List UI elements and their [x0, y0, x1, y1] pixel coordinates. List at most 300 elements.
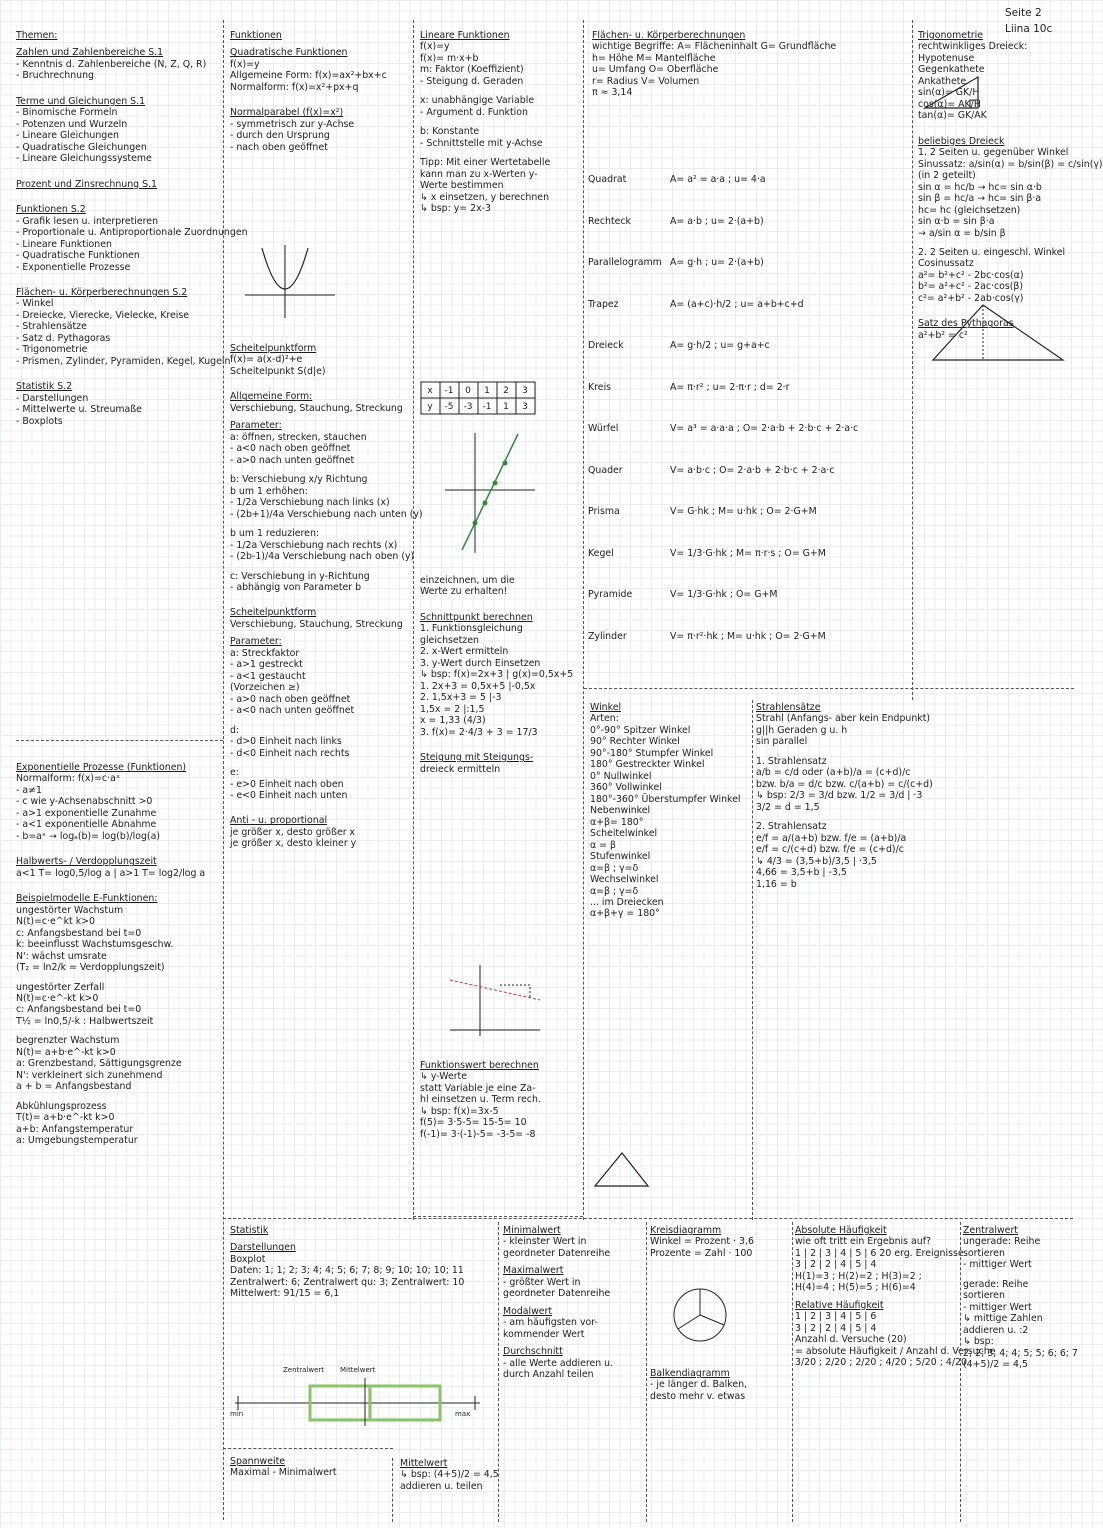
topic-heading: Funktionen S.2	[16, 204, 86, 216]
vertex-form-heading: Parameter:	[230, 636, 282, 648]
trig-line: Cosinussatz	[918, 258, 974, 270]
minmax-heading: Maximalwert	[503, 1265, 564, 1277]
shape-name: Parallelogramm	[588, 257, 662, 268]
trig-heading: Satz des Pythagoras	[918, 318, 1014, 330]
trig-line: → a/sin α = b/sin β	[918, 227, 1006, 239]
linear-line: kann man zu x-Werten y-	[420, 168, 538, 180]
intercept-line: 4,66 = 3,5+b | -3,5	[756, 867, 847, 879]
exponential-line: N': wächst umsrate	[16, 950, 107, 962]
topic-line: - Lineare Gleichungssysteme	[16, 153, 152, 165]
function-value-column	[420, 1060, 580, 1200]
vertex-form-heading: Scheitelpunktform	[230, 343, 317, 354]
spacer	[230, 93, 410, 101]
exponential-line: - b=aˣ → logₐ(b)= log(b)/log(a)	[16, 830, 161, 842]
spacer	[230, 377, 415, 385]
minmax-heading: Minimalwert	[503, 1225, 561, 1236]
exponential-line: a+b: Anfangstemperatur	[16, 1123, 134, 1135]
median-column	[963, 1225, 1078, 1525]
topic-line: - Lineare Gleichungen	[16, 130, 119, 142]
bar-line: desto mehr v. etwas	[650, 1390, 746, 1402]
table-cell-text: -3	[463, 402, 473, 412]
arbitrary-triangle-figure	[928, 300, 1068, 370]
exponential-line: a<1 T= log0,5/log a | a>1 T= log2/log a	[16, 867, 206, 879]
vertex-form-line: - (2b-1)/4a Verschiebung nach oben (y)	[230, 551, 415, 563]
trig-line: rechtwinkliges Dreieck:	[918, 41, 1028, 53]
statistics-line: Mittelwert: 91/15 = 6,1	[230, 1288, 340, 1300]
angle-line: α+β= 180°	[590, 816, 644, 828]
function-value-line: statt Variable je eine Za-	[420, 1082, 536, 1094]
table-cell-text: -1	[482, 402, 492, 412]
table-cell-text: 3	[522, 386, 528, 396]
pie-line: Winkel = Prozent · 3,6	[650, 1236, 754, 1248]
spacer	[756, 813, 906, 821]
linear-line: - Argument d. Funktion	[420, 106, 528, 118]
range-line: Maximal - Minimalwert	[230, 1467, 337, 1479]
trig-line: tan(α)= GK/AK	[918, 110, 987, 122]
exponential-line: c: Anfangsbestand bei t=0	[16, 1004, 142, 1016]
spacer	[16, 367, 216, 375]
minmax-line: durch Anzahl teilen	[503, 1369, 594, 1381]
exponential-line: a + b = Anfangsbestand	[16, 1081, 132, 1093]
exponential-line: N(t)=c·e^kt k>0	[16, 916, 95, 928]
spacer	[420, 598, 582, 606]
area-volume-line: u= Umfang O= Oberfläche	[592, 64, 719, 76]
angle-line: ... im Dreiecken	[590, 896, 664, 908]
topic-line: - Mittelwerte u. Streumaße	[16, 404, 142, 416]
exponential-line: begrenzter Wachstum	[16, 1035, 120, 1047]
area-volume-line: r= Radius V= Volumen	[592, 75, 700, 87]
vertex-form-line: - d>0 Einheit nach links	[230, 736, 342, 748]
intersection-heading: Steigung mit Steigungs-	[420, 752, 534, 764]
topic-line: - Trigonometrie	[16, 344, 88, 356]
exponential-line: ungestörter Zerfall	[16, 981, 105, 993]
trig-line: (in 2 geteilt)	[918, 170, 976, 182]
topic-line: - Quadratische Gleichungen	[16, 141, 147, 153]
linear-line: b: Konstante	[420, 126, 480, 138]
statistics-heading: Darstellungen	[230, 1242, 296, 1254]
shape-name: Quader	[588, 464, 623, 476]
angle-line: 90° Rechter Winkel	[590, 736, 680, 748]
median-line: ↳ bsp:	[963, 1336, 994, 1348]
vertex-form-line: b um 1 erhöhen:	[230, 485, 308, 497]
shape-row	[588, 212, 918, 254]
function-value-heading: Funktionswert berechnen	[420, 1060, 539, 1071]
frequency-line: 3 | 2 | 2 | 4 | 5 | 4	[795, 1322, 877, 1334]
spacer	[230, 801, 415, 809]
minmax-line: - alle Werte addieren u.	[503, 1357, 614, 1369]
median-line: ↳ mittige Zahlen	[963, 1313, 1043, 1325]
bar-chart-block	[650, 1368, 790, 1448]
topic-heading: Zahlen und Zahlenbereiche S.1	[16, 47, 164, 59]
shape-name: Dreieck	[588, 340, 624, 351]
bar-line: - je länger d. Balken,	[650, 1379, 748, 1391]
trig-line: sin(α)= GK/H	[918, 87, 980, 99]
shape-formula: A= (a+c)·h/2 ; u= a+b+c+d	[670, 298, 804, 310]
intercept-line: sin parallel	[756, 736, 808, 748]
shape-row	[588, 419, 918, 461]
linear-line: - Steigung d. Geraden	[420, 75, 524, 87]
trig-line: a²= b²+c² - 2bc·cos(α)	[918, 269, 1024, 281]
intercept-line: g||h Geraden g u. h	[756, 724, 848, 736]
topic-heading: Terme und Gleichungen S.1	[16, 95, 146, 107]
angle-line: 360° Vollwinkel	[590, 782, 662, 794]
angle-line: 90°-180° Stumpfer Winkel	[590, 747, 714, 759]
vertex-form-line: d:	[230, 724, 240, 736]
exponential-column	[16, 762, 221, 1502]
function-value-line: ↳ y-Werte	[420, 1071, 468, 1083]
topic-line: - Quadratische Funktionen	[16, 250, 140, 262]
median-line: sortieren	[963, 1290, 1005, 1302]
table-cell-text: y	[427, 402, 433, 412]
normal-parabola-figure	[240, 240, 340, 320]
quadratic-functions-column	[230, 30, 410, 240]
table-cell-text: -1	[444, 386, 454, 396]
vertex-form-line: f(x)= a(x-d)²+e	[230, 354, 303, 366]
vertex-form-line: Scheitelpunkt S(d|e)	[230, 365, 326, 377]
topic-heading: Flächen- u. Körperberechnungen S.2	[16, 286, 188, 298]
exponential-line: a: Grenzbestand, Sättigungsgrenze	[16, 1058, 182, 1070]
intercept-line: ↳ bsp: 2/3 = 3/d bzw. 1/2 = 3/d | ·3	[756, 790, 923, 802]
frequency-line: H(4)=4 ; H(5)=5 ; H(6)=4	[795, 1282, 916, 1294]
exponential-line: N': verkleinert sich zunehmend	[16, 1069, 163, 1081]
trig-line: sin α = hc/b → hc= sin α·b	[918, 181, 1042, 193]
shape-formula: V= 1/3·G·hk ; M= π·r·s ; O= G+M	[670, 547, 826, 559]
linear-line: x: unabhängige Variable	[420, 95, 535, 107]
intercept-line: 1. Strahlensatz	[756, 755, 827, 767]
angle-line: α=β ; γ=δ	[590, 862, 639, 874]
shape-name: Prisma	[588, 506, 620, 517]
vertex-form-line: - e<0 Einheit nach unten	[230, 790, 348, 801]
shape-row	[588, 585, 918, 627]
linear-line: ↳ x einsetzen, y berechnen	[420, 191, 550, 203]
mean-heading: Mittelwert	[400, 1458, 448, 1469]
spacer	[420, 87, 580, 95]
vertex-form-line: je größer x, desto kleiner y	[230, 838, 357, 850]
min-max-column	[503, 1225, 645, 1525]
intersection-line: gleichsetzen	[420, 634, 479, 646]
pie-heading: Kreisdiagramm	[650, 1225, 722, 1236]
frequency-line: = absolute Häufigkeit / Anzahl d. Versuche	[795, 1345, 996, 1357]
exponential-heading: Beispielmodelle E-Funktionen:	[16, 893, 158, 905]
exponential-line: N(t)=c·e^-kt k>0	[16, 992, 99, 1004]
median-line: (4+5)/2 = 4,5	[963, 1359, 1028, 1371]
intercept-line: a/b = c/d oder (a+b)/a = (c+d)/c	[756, 767, 911, 779]
shape-name: Trapez	[588, 298, 619, 310]
minmax-line: kommender Wert	[503, 1328, 585, 1340]
trig-line: Hypotenuse	[918, 52, 975, 64]
angle-line: 0° Nullwinkel	[590, 770, 652, 782]
spacer	[16, 165, 216, 173]
frequency-heading: Relative Häufigkeit	[795, 1299, 884, 1311]
quadratic-line: f(x)=y	[230, 58, 260, 70]
topic-line: - Winkel	[16, 298, 54, 310]
vertex-form-line: - 1/2a Verschiebung nach links (x)	[230, 497, 390, 509]
exponential-line: - a≠1	[16, 784, 42, 796]
spacer	[16, 190, 216, 198]
mean-block	[400, 1458, 500, 1518]
function-value-line: hl einsetzen u. Term rech.	[420, 1094, 541, 1106]
exponential-line: Abkühlungsprozess	[16, 1100, 107, 1112]
trig-line: hc= hc (gleichsetzen)	[918, 204, 1021, 216]
spacer	[16, 842, 221, 850]
spacer	[420, 738, 582, 746]
shape-row	[588, 461, 918, 503]
statistics-line: Boxplot	[230, 1253, 266, 1265]
intercept-line: Strahl (Anfangs- aber kein Endpunkt)	[756, 713, 931, 725]
statistics-line: Daten: 1; 1; 2; 3; 4; 4; 5; 6; 7; 8; 9; 10; 10; 10; 11	[230, 1265, 464, 1277]
trig-line: cos(α)= AK/H	[918, 98, 981, 110]
exponential-heading: Exponentielle Prozesse (Funktionen)	[16, 762, 187, 773]
vertex-form-line: b: Verschiebung x/y Richtung	[230, 474, 368, 486]
vertex-form-line: Verschiebung, Stauchung, Streckung	[230, 618, 403, 630]
linear-line: Tipp: Mit einer Wertetabelle	[420, 157, 551, 169]
shape-formula: V= G·hk ; M= u·hk ; O= 2·G+M	[670, 506, 817, 517]
statistics-heading: Statistik	[230, 1225, 269, 1236]
quadratic-line: - nach oben geöffnet	[230, 141, 328, 153]
shape-formula: A= g·h ; u= 2·(a+b)	[670, 257, 764, 268]
linear-graph-figure	[440, 428, 540, 558]
frequency-line: 3 | 2 | 2 | 4 | 5 | 4	[795, 1259, 877, 1271]
linear-line: f(x)=y	[420, 41, 450, 53]
shape-row	[588, 170, 918, 212]
angle-line: α=β ; γ=δ	[590, 885, 639, 897]
vertex-form-heading: Parameter:	[230, 420, 282, 432]
trig-heading: beliebiges Dreieck	[918, 135, 1005, 147]
table-cell-text: 1	[503, 402, 509, 412]
trig-line: a²+b² = c²	[918, 329, 968, 341]
median-line: - mittiger Wert	[963, 1301, 1032, 1313]
angle-line: 0°-90° Spitzer Winkel	[590, 724, 691, 736]
exponential-heading: Halbwerts- / Verdopplungszeit	[16, 856, 157, 868]
intersection-line: dreieck ermitteln	[420, 763, 501, 775]
table-cell-text: 2	[503, 386, 509, 396]
vertex-form-line: - a>0 nach oben geöffnet	[230, 693, 351, 705]
exponential-line: - a>1 exponentielle Zunahme	[16, 807, 157, 819]
function-value-line: f(5)= 3·5-5= 15-5= 10	[420, 1117, 527, 1129]
exponential-line: - c wie y-Achsenabschnitt >0	[16, 796, 153, 808]
trig-line: c²= a²+b² - 2ab·cos(γ)	[918, 292, 1024, 304]
boxplot-median-label: Zentralwert	[283, 1366, 325, 1374]
exponential-line: N(t)= a+b·e^-kt k>0	[16, 1046, 116, 1058]
trig-line: 1. 2 Seiten u. gegenüber Winkel	[918, 147, 1069, 159]
topic-line: - Darstellungen	[16, 392, 89, 404]
spacer	[230, 759, 415, 767]
shape-name: Kegel	[588, 547, 614, 559]
exponential-line: ungestörter Wachstum	[16, 904, 124, 916]
exponential-line: Normalform: f(x)=c·aˣ	[16, 773, 120, 785]
minmax-line: geordneter Datenreihe	[503, 1247, 611, 1259]
linear-line: Werte bestimmen	[420, 180, 504, 192]
table-cell-text: 3	[522, 402, 528, 412]
function-value-line: ↳ bsp: f(x)=3x-5	[420, 1105, 499, 1117]
minmax-line: - größter Wert in	[503, 1276, 581, 1288]
shape-row	[588, 544, 918, 586]
spacer	[918, 239, 1068, 247]
intercept-line: bzw. b/a = d/c bzw. c/(a+b) = c/(c+d)	[756, 778, 933, 790]
spacer	[230, 520, 415, 528]
shape-row	[588, 295, 918, 337]
exponential-line: T(t)= a+b·e^-kt k>0	[16, 1112, 115, 1124]
spacer	[230, 593, 415, 601]
vertex-form-line: - e>0 Einheit nach oben	[230, 778, 344, 790]
frequency-line: wie oft tritt ein Ergebnis auf?	[795, 1236, 931, 1248]
boxplot-figure	[230, 1378, 490, 1428]
vertex-form-line: - (2b+1)/4a Verschiebung nach unten (y)	[230, 508, 423, 520]
intersection-line: Werte zu erhalten!	[420, 586, 508, 598]
spacer	[16, 82, 216, 90]
intercept-line: e/f = c/(c+d) bzw. f/e = (c+d)/c	[756, 844, 904, 856]
topic-line: - Kenntnis d. Zahlenbereiche (N, Z, Q, R)	[16, 58, 207, 70]
median-line: addieren u. :2	[963, 1324, 1029, 1336]
shape-formula: V= π·r²·hk ; M= u·hk ; O= 2·G+M	[670, 630, 826, 642]
linear-line: - Schnittstelle mit y-Achse	[420, 137, 543, 149]
shape-formula: A= π·r² ; u= 2·π·r ; d= 2·r	[670, 381, 790, 393]
spacer	[230, 466, 415, 474]
topic-line: - Potenzen und Wurzeln	[16, 118, 128, 130]
vertex-form-line: - a<0 nach oben geöffnet	[230, 443, 351, 455]
table-cell-text: 1	[484, 386, 490, 396]
area-volume-line: wichtige Begriffe: A= Flächeninhalt G= Grundfläche	[592, 41, 837, 53]
minmax-line: - am häufigsten vor-	[503, 1317, 598, 1329]
angle-line: α+β+γ = 180°	[590, 908, 660, 920]
mean-line: ↳ bsp: (4+5)/2 = 4,5	[400, 1469, 499, 1481]
vertex-form-line: - 1/2a Verschiebung nach rechts (x)	[230, 539, 398, 551]
vertex-form-line: - a>0 nach unten geöffnet	[230, 454, 355, 466]
vertex-form-column	[230, 343, 423, 1223]
topic-line: - Boxplots	[16, 415, 63, 427]
trig-line: sin β = hc/a → hc= sin β·a	[918, 193, 1042, 205]
quadratic-heading: Quadratische Funktionen	[230, 47, 348, 59]
angle-line: Arten:	[590, 713, 619, 725]
shape-formula: A= a² = a·a ; u= 4·a	[670, 174, 766, 185]
intersection-line: einzeichnen, um die	[420, 575, 515, 586]
vertex-form-heading: Allgemeine Form:	[230, 391, 313, 403]
frequency-line: 3/20 ; 2/20 ; 2/20 ; 4/20 ; 5/20 ; 4/20	[795, 1357, 967, 1369]
trig-heading: Trigonometrie	[918, 30, 983, 41]
trig-line: Gegenkathete	[918, 64, 985, 76]
function-value-line: f(-1)= 3·(-1)-5= -3-5= -8	[420, 1128, 536, 1140]
intercept-line: 3/2 = d = 1,5	[756, 801, 820, 813]
spacer	[16, 273, 216, 281]
vertex-form-line: (Vorzeichen ≥)	[230, 682, 300, 694]
trig-line: Ankathete	[918, 75, 967, 87]
angle-line: Nebenwinkel	[590, 805, 651, 817]
topic-line: - Prismen, Zylinder, Pyramiden, Kegel, Kugeln	[16, 355, 231, 367]
vertex-form-line: - a<0 nach unten geöffnet	[230, 705, 355, 717]
topic-line: - Bruchrechnung	[16, 70, 94, 82]
linear-heading: Lineare Funktionen	[420, 30, 510, 41]
vertex-form-heading: Anti - u. proportional	[230, 815, 328, 827]
author: Liina 10c	[1005, 22, 1053, 35]
topic-line: - Dreiecke, Vierecke, Vielecke, Kreise	[16, 309, 190, 321]
minmax-heading: Modalwert	[503, 1305, 553, 1317]
bar-heading: Balkendiagramm	[650, 1368, 730, 1379]
shape-formula: V= a·b·c ; O= 2·a·b + 2·b·c + 2·a·c	[670, 464, 835, 476]
slope-triangle-figure	[440, 960, 550, 1040]
shape-name: Quadrat	[588, 174, 627, 185]
quadratic-heading: Funktionen	[230, 30, 282, 41]
topic-line: - Lineare Funktionen	[16, 238, 112, 250]
intercept-line: 2. Strahlensatz	[756, 821, 827, 833]
intercept-line: e/f = a/(a+b) bzw. f/e = (a+b)/a	[756, 832, 907, 844]
pie-line: Prozente = Zahl · 100	[650, 1247, 753, 1259]
intersection-line: 2. x-Wert ermitteln	[420, 646, 509, 658]
intercept-theorem-column	[756, 702, 933, 1202]
table-cell-text: 0	[465, 386, 471, 396]
intersection-line: 1. 2x+3 = 0,5x+5 |-0,5x	[420, 680, 536, 692]
mean-line: addieren u. teilen	[400, 1480, 483, 1492]
pie-chart-figure	[670, 1285, 730, 1345]
intersection-line: ↳ bsp: f(x)=2x+3 | g(x)=0,5x+5	[420, 669, 574, 681]
linear-line: m: Faktor (Koeffizient)	[420, 64, 524, 76]
range-block	[230, 1456, 390, 1496]
range-heading: Spannweite	[230, 1456, 286, 1467]
intersection-line: x = 1,33 (4/3)	[420, 715, 486, 727]
vertex-form-line: b um 1 reduzieren:	[230, 528, 320, 540]
vertex-form-heading: Scheitelpunktform	[230, 607, 317, 619]
shape-formula: A= a·b ; u= 2·(a+b)	[670, 215, 764, 227]
shape-formulas	[588, 170, 918, 670]
trig-line: sin α·b = sin β·a	[918, 216, 995, 228]
shape-name: Rechteck	[588, 215, 631, 227]
statistics-line: Zentralwert: 6; Zentralwert qu: 3; Zentralwert: 10	[230, 1276, 465, 1288]
boxplot-mean-label: Mittelwert	[340, 1366, 376, 1374]
quadratic-line: - symmetrisch zur y-Achse	[230, 118, 355, 130]
minmax-line: - kleinster Wert in	[503, 1236, 587, 1248]
angle-line: α = β	[590, 839, 616, 851]
shape-row	[588, 336, 918, 378]
vertex-form-line: c: Verschiebung in y-Richtung	[230, 570, 370, 582]
topic-heading: Prozent und Zinsrechnung S.1	[16, 178, 157, 190]
angle-line: Scheitelwinkel	[590, 828, 658, 840]
angle-line: 180° Gestreckter Winkel	[590, 759, 705, 771]
intercept-heading: Strahlensätze	[756, 702, 821, 713]
vertex-form-line: Verschiebung, Stauchung, Streckung	[230, 402, 403, 414]
spacer	[16, 1093, 221, 1101]
frequency-line: 1 | 2 | 3 | 4 | 5 | 6 20 erg. Ereignisse	[795, 1247, 964, 1259]
intersection-line: 1,5x = 2 |:1,5	[420, 703, 485, 715]
frequency-heading: Absolute Häufigkeit	[795, 1225, 887, 1236]
frequency-line: 1 | 2 | 3 | 4 | 5 | 6	[795, 1311, 877, 1323]
shape-row	[588, 627, 918, 669]
spacer	[230, 563, 415, 571]
page-number: Seite 2	[1005, 7, 1042, 19]
linear-line: f(x)= m·x+b	[420, 52, 479, 64]
angle-heading: Winkel	[590, 702, 622, 713]
vertex-form-line: - a<1 gestaucht	[230, 670, 306, 682]
boxplot-max-label: max	[455, 1410, 471, 1418]
intersection-line: 3. y-Wert durch Einsetzen	[420, 657, 541, 669]
area-volume-line: h= Höhe M= Mantelfläche	[592, 52, 716, 64]
angle-line: Wechselwinkel	[590, 874, 659, 886]
spacer	[420, 118, 580, 126]
quadratic-line: - durch den Ursprung	[230, 130, 330, 142]
exponential-line: (T₂ = ln2/k = Verdopplungszeit)	[16, 962, 165, 974]
frequency-line: H(1)=3 ; H(2)=2 ; H(3)=2 ;	[795, 1270, 922, 1282]
spacer	[756, 748, 906, 756]
topic-line: - Satz d. Pythagoras	[16, 332, 111, 344]
angle-line: Stufenwinkel	[590, 851, 651, 863]
linear-functions-column	[420, 30, 580, 375]
topic-line: - Binomische Formeln	[16, 107, 118, 119]
exponential-line: T½ = ln0,5/-k : Halbwertszeit	[16, 1015, 154, 1027]
shape-name: Zylinder	[588, 630, 627, 642]
shape-formula: V= 1/3·G·hk ; O= G+M	[670, 589, 778, 600]
topic-line: - Strahlensätze	[16, 321, 87, 333]
topic-line: - Grafik lesen u. interpretieren	[16, 215, 159, 227]
area-volume-heading: Flächen- u. Körperberechnungen	[592, 30, 746, 41]
intercept-line: ↳ 4/3 = (3,5+b)/3,5 | ·3,5	[756, 855, 877, 867]
